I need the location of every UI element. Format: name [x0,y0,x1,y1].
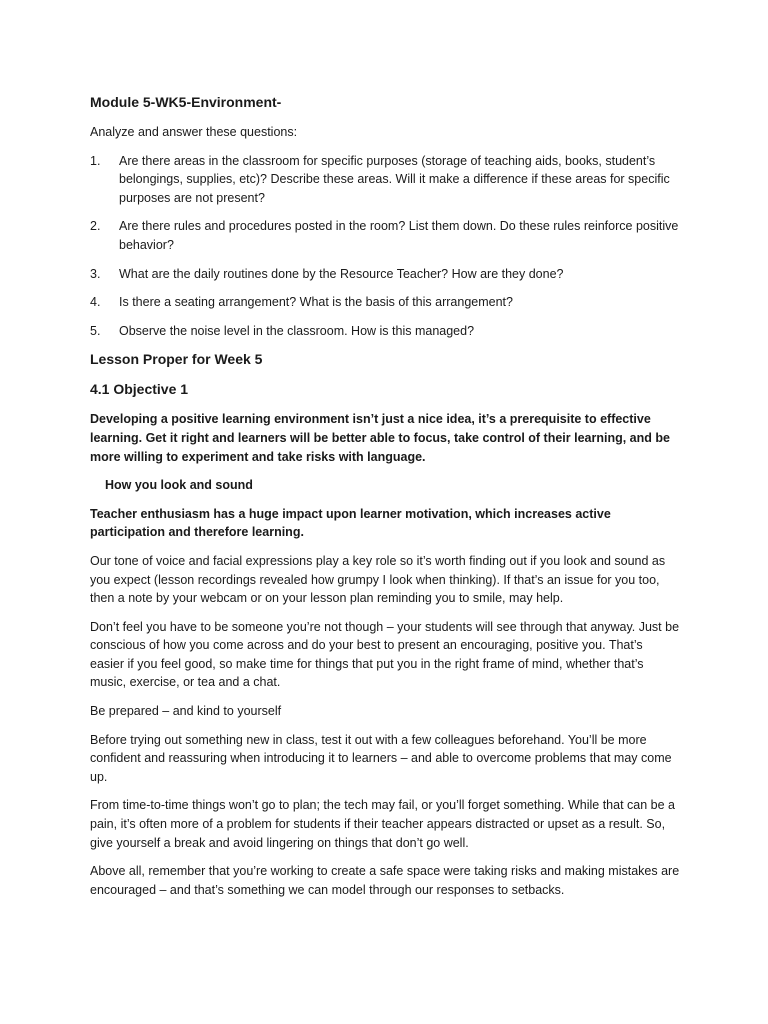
question-text: What are the daily routines done by the Resource Teacher? How are they done? [119,266,564,281]
tone-paragraph: Our tone of voice and facial expressions play a key role so it’s worth finding out if you look and sound as you expect (lesson recordings revealed how grumpy I look when thinking). If that’s an issue for you too, then a note by your webcam or on your lesson plan reminding you to smile, may help. [90,553,666,606]
document-page [90,93,680,909]
question-text: Observe the noise level in the classroom. How is this managed? [119,323,475,338]
question-number: 3. [90,266,101,281]
lesson-heading: Lesson Proper for Week 5 [90,351,263,368]
before-trying-paragraph: Before trying out something new in class, test it out with a few colleagues beforehand. You’ll be more confident and reassuring when introducing it to learners – and able to overcome problems that may come up. [90,732,672,784]
be-prepared-paragraph: Be prepared – and kind to yourself [90,704,282,719]
dont-feel-paragraph: Don’t feel you have to be someone you’re not though – your students will see through that anyway. Just be conscious of how you come across and do your best to present an encouraging, positive you. That’s easier if you feel good, so make time for things that put you in the right frame of mind, whether that’s music, exercise, or tea and a chat. [90,619,680,690]
question-number: 1. [90,153,101,168]
question-item [90,217,680,254]
enthusiasm-paragraph: Teacher enthusiasm has a huge impact upon learner motivation, which increases active participation and therefore learning. [90,506,611,540]
question-number: 5. [90,323,101,338]
question-text: Is there a seating arrangement? What is the basis of this arrangement? [119,295,513,310]
time-to-time-paragraph: From time-to-time things won’t go to plan; the tech may fail, or you’ll forget something. While that can be a pain, it’s often more of a problem for students if their teacher appears distracted or upset as a result. So, give yourself a break and avoid lingering on things that don’t go well. [90,798,675,850]
question-text: Are there areas in the classroom for specific purposes (storage of teaching aids, books, student’s belongings, supplies, etc)? Describe these areas. Will it make a difference if these areas for specific purposes are not present? [119,153,670,205]
question-text: Are there rules and procedures posted in the room? List them down. Do these rules reinforce positive behavior? [119,219,679,252]
objective-heading: 4.1 Objective 1 [90,381,189,398]
question-item [90,293,680,312]
question-item [90,322,680,341]
question-number: 2. [90,219,101,234]
question-number: 4. [90,295,101,310]
document-title: Module 5-WK5-Environment- [90,94,282,110]
intro-text: Analyze and answer these questions: [90,125,298,139]
question-item [90,152,680,208]
question-item [90,265,680,284]
above-all-paragraph: Above all, remember that you’re working to create a safe space were taking risks and making mistakes are encouraged – and that’s something we can model through our responses to setbacks. [90,864,680,897]
bold-intro-paragraph: Developing a positive learning environment isn’t just a nice idea, it’s a prerequisite to effective learning. Get it right and learners will be better able to focus, take control of their learning, and be more willing to experiment and take risks with language. [90,412,670,464]
subheading: How you look and sound [105,478,253,493]
